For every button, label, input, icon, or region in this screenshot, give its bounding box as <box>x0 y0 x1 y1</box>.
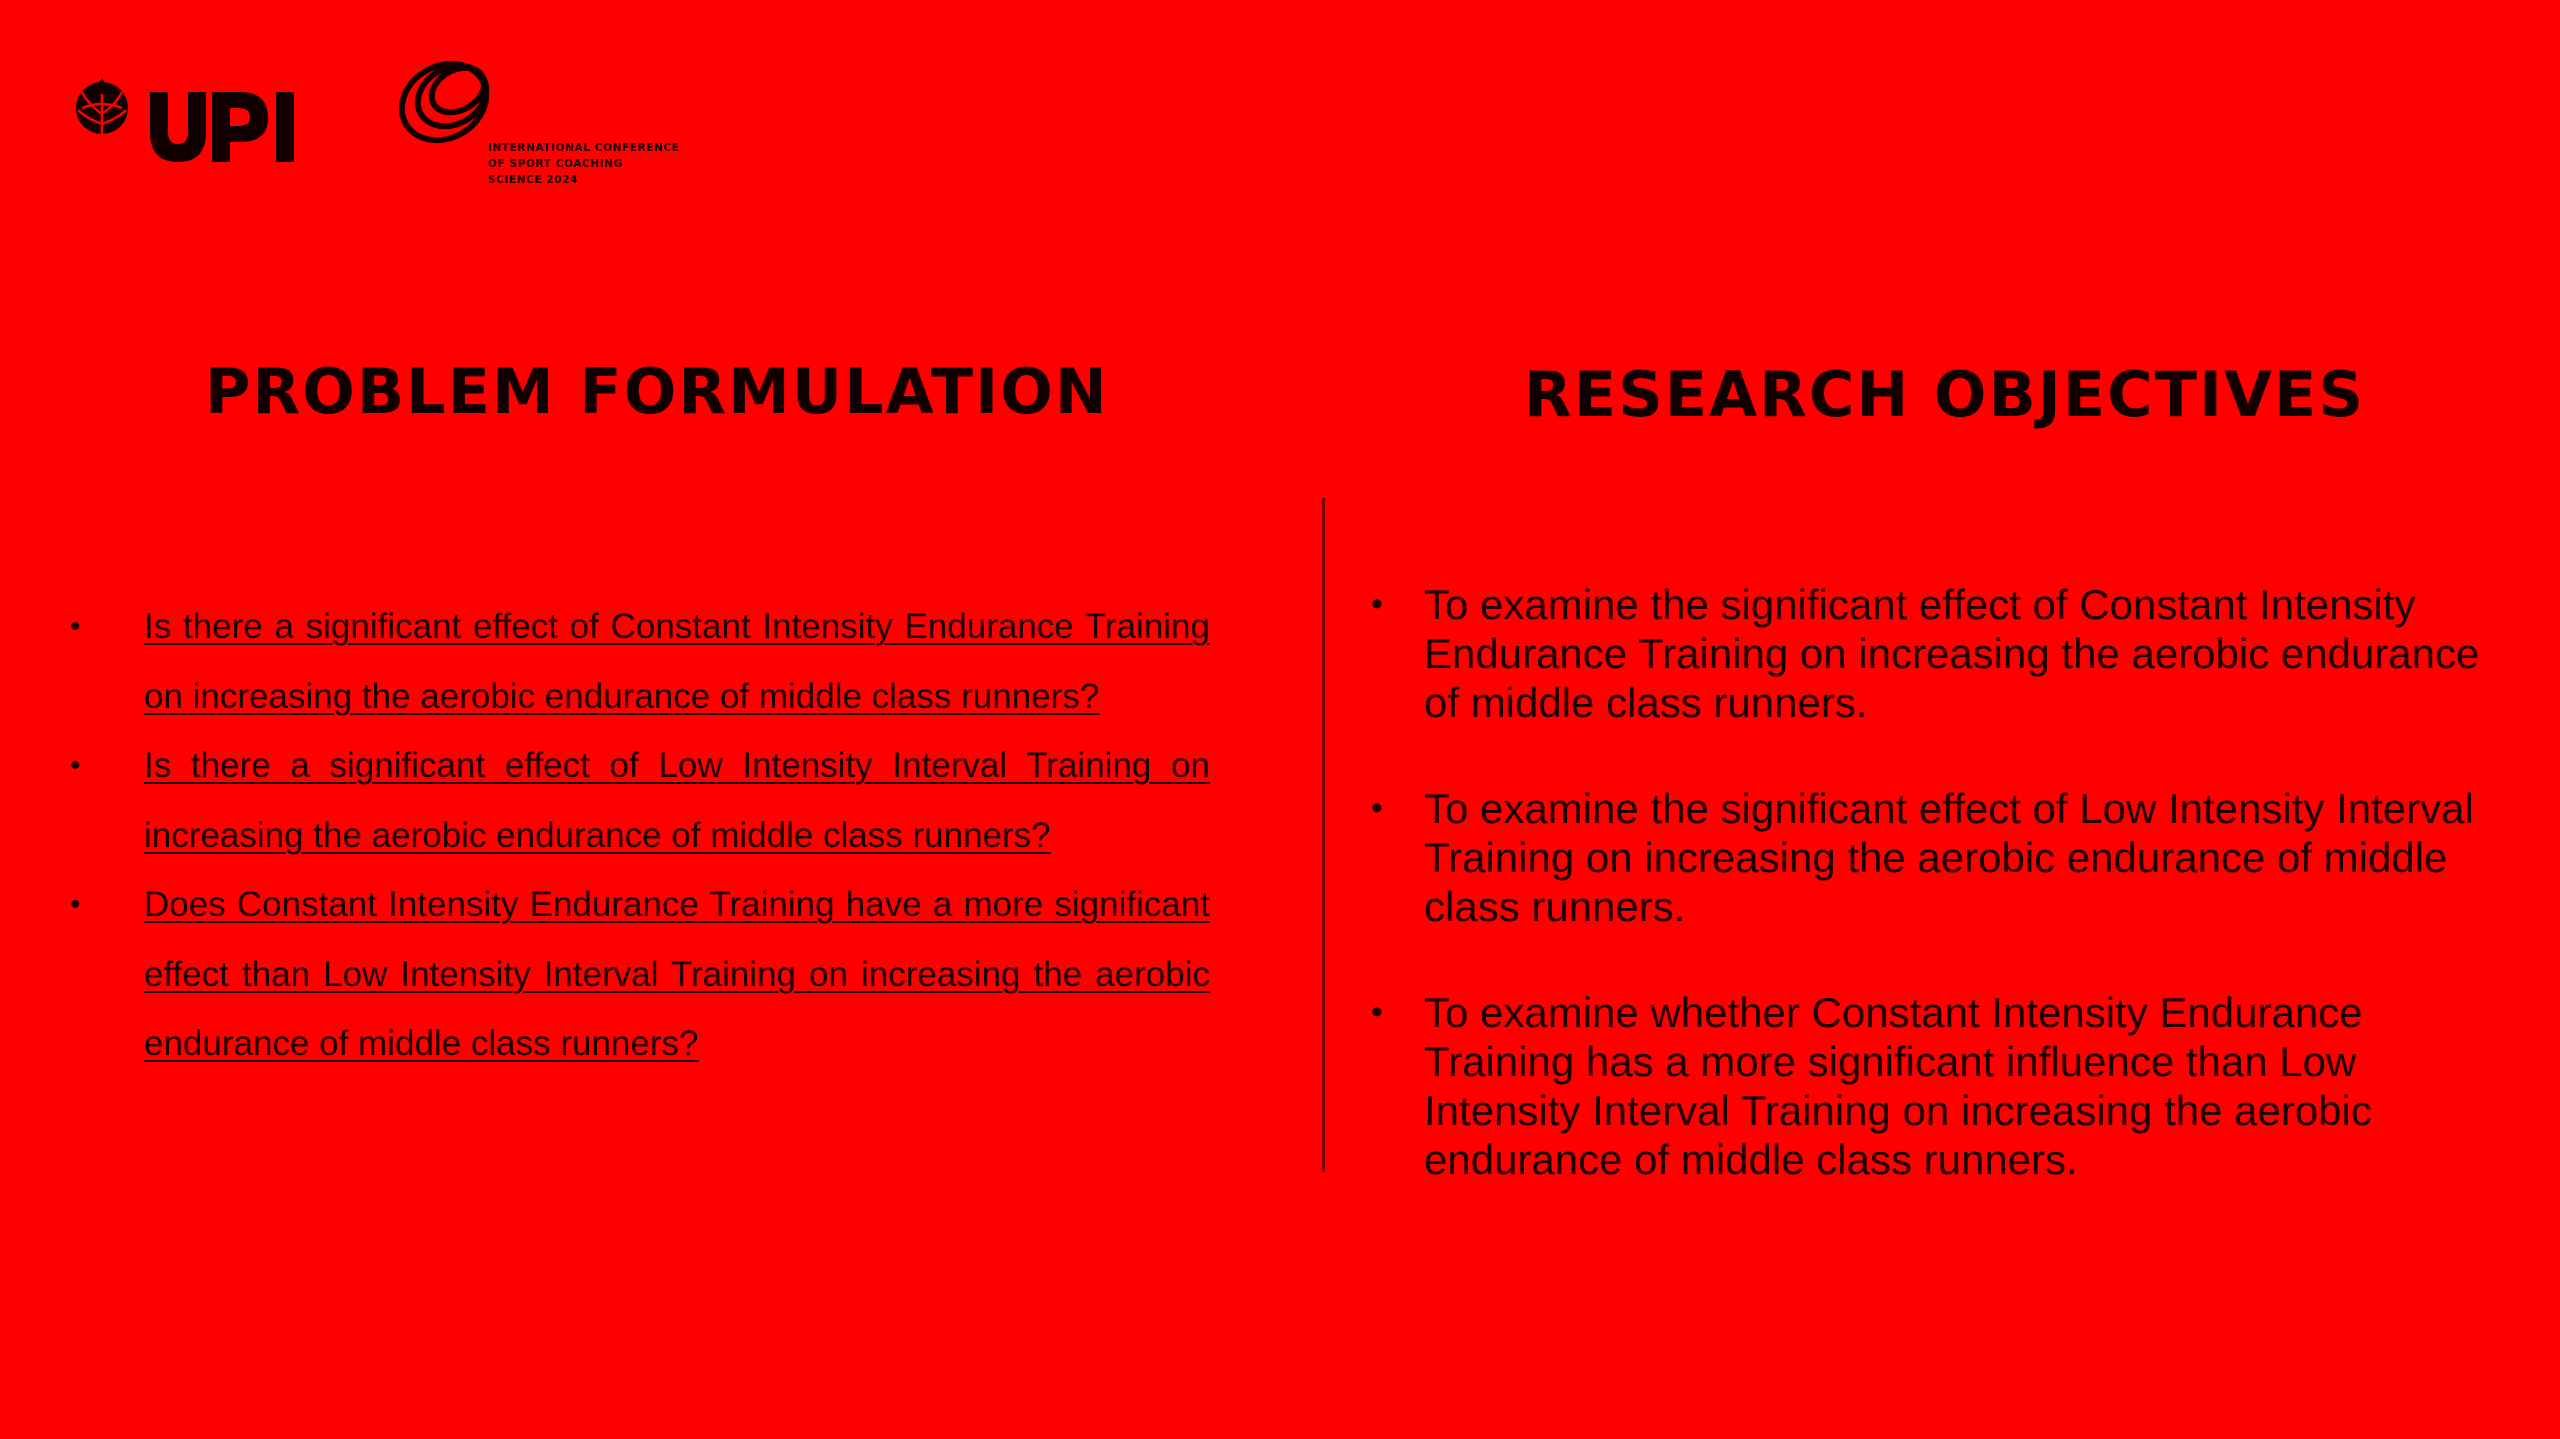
objective-item <box>1367 784 2497 931</box>
bullet-icon: • <box>1371 585 1383 623</box>
bullet-icon: • <box>70 888 81 921</box>
problem-formulation-heading: PROBLEM FORMULATION <box>205 355 1109 428</box>
problem-item-text: Is there a significant effect of Low Intensity Interval Training on increasing the aerobic endurance of middle class runners? <box>144 746 1210 855</box>
icsc-line-3: SCIENCE 2024 <box>488 174 579 186</box>
icsc-line-2: OF SPORT COACHING <box>488 158 623 170</box>
bullet-icon: • <box>70 749 81 782</box>
column-divider <box>1322 498 1325 1172</box>
objective-item-text: To examine the significant effect of Low Intensity Interval Training on increasing the aerobic endurance of middle class runners. <box>1424 785 2474 930</box>
bullet-icon: • <box>70 610 81 643</box>
bullet-icon: • <box>1371 993 1383 1031</box>
problem-item-text: Is there a significant effect of Constant Intensity Endurance Training on increasing the aerobic endurance of middle class runners? <box>144 607 1210 716</box>
upi-logo <box>72 74 308 166</box>
objective-item <box>1367 580 2497 727</box>
bullet-icon: • <box>1371 789 1383 827</box>
objective-item <box>1367 988 2497 1184</box>
icsc-rings-icon <box>392 50 502 160</box>
icsc-logo <box>392 50 712 190</box>
problem-item <box>70 592 1210 731</box>
research-objectives-list <box>1367 580 2497 1241</box>
objective-item-text: To examine whether Constant Intensity Endurance Training has a more significant influence than Low Intensity Interval Training on increasing the aerobic endurance of middle class runners. <box>1424 989 2372 1183</box>
icsc-line-1: INTERNATIONAL CONFERENCE <box>488 142 680 154</box>
objective-item-text: To examine the significant effect of Constant Intensity Endurance Training on increasing the aerobic endurance of middle class runners. <box>1424 581 2480 726</box>
research-objectives-heading: RESEARCH OBJECTIVES <box>1524 358 2366 431</box>
icsc-logo-text <box>488 140 718 188</box>
problem-formulation-list <box>70 592 1210 1079</box>
problem-item <box>70 731 1210 870</box>
problem-item-text: Does Constant Intensity Endurance Training have a more significant effect than Low Intensity Interval Training on increasing the aerobic endurance of middle class runners? <box>144 885 1210 1063</box>
problem-item <box>70 870 1210 1079</box>
